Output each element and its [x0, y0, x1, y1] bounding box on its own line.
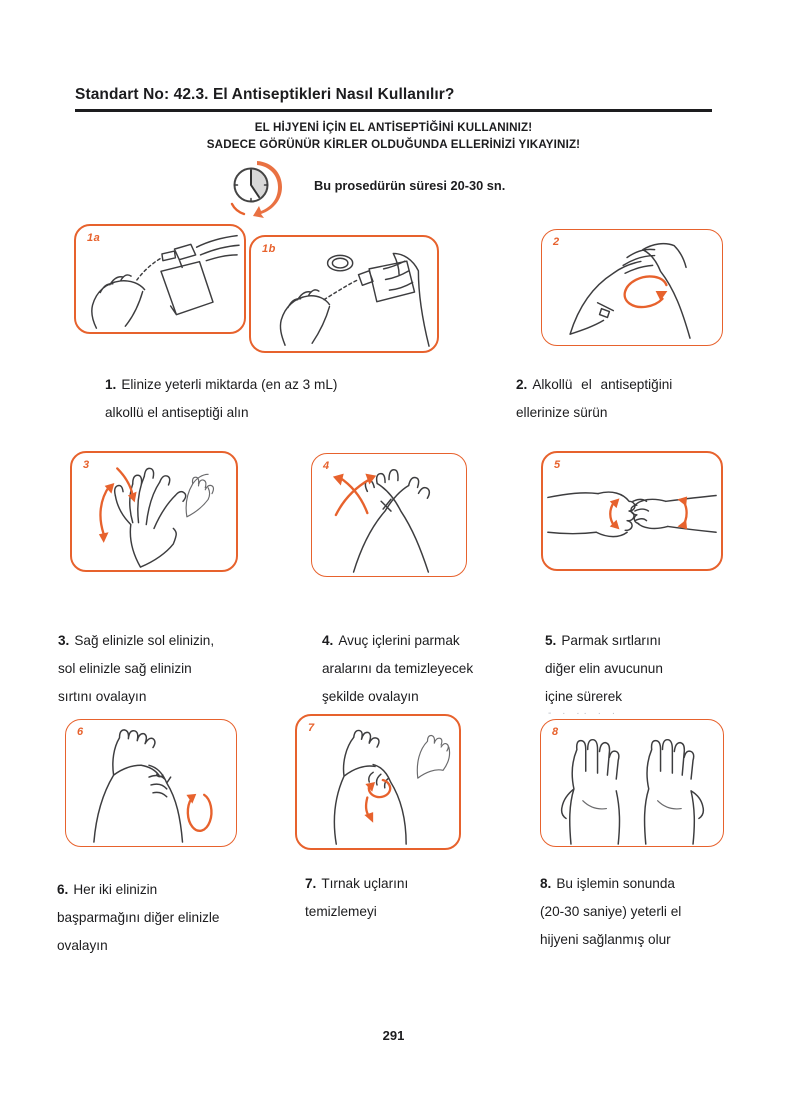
- interlaced-fingers-illustration: [312, 454, 466, 576]
- figure-8: [540, 719, 724, 847]
- step-6-line-1: Her iki elinizin: [73, 882, 158, 897]
- figure-3: [70, 451, 238, 572]
- step-5-line-2: diğer elin avucunun: [545, 661, 663, 676]
- step-6-text: [57, 876, 292, 960]
- step-7-text: [305, 870, 480, 926]
- figure-7: [295, 714, 461, 850]
- step-5-faded-fragment: - · ·· · ·: [548, 708, 620, 719]
- step-3-line-2: sol elinizle sağ elinizin: [58, 661, 192, 676]
- hand-back-rub-illustration: [72, 453, 236, 570]
- thumb-rub-illustration: [66, 720, 236, 846]
- title-underline: [75, 109, 712, 112]
- step-1-text: [105, 371, 475, 427]
- step-5-number: 5.: [545, 633, 557, 648]
- figure-1a-label: 1a: [87, 232, 101, 244]
- step-7-line-1: Tırnak uçlarını: [321, 876, 409, 891]
- figure-2-label: 2: [553, 236, 560, 248]
- step-3-text: [58, 627, 273, 711]
- step-4-line-1: Avuç içlerini parmak: [338, 633, 460, 648]
- step-2-line-1: Alkollü el antiseptiğini: [532, 377, 673, 392]
- step-2-line-2: ellerinize sürün: [516, 405, 608, 420]
- duration-note: Bu prosedürün süresi 20-30 sn.: [314, 178, 506, 193]
- banner-line-2: SADECE GÖRÜNÜR KİRLER OLDUĞUNDA ELLERİNİZİ YIKAYINIZ!: [206, 138, 581, 151]
- figure-5-label: 5: [554, 459, 561, 471]
- step-2-number: 2.: [516, 377, 528, 392]
- step-7-line-2: temizlemeyi: [305, 904, 377, 919]
- figure-6-label: 6: [77, 726, 84, 738]
- figure-5: [541, 451, 723, 571]
- step-3-number: 3.: [58, 633, 70, 648]
- hand-dispenser-illustration: [76, 226, 244, 332]
- figure-4-label: 4: [323, 460, 330, 472]
- step-5-line-1: Parmak sırtlarını: [561, 633, 662, 648]
- figure-7-label: 7: [308, 722, 315, 734]
- figure-2: [541, 229, 723, 346]
- figure-1b: [249, 235, 439, 353]
- step-6-line-3: ovalayın: [57, 938, 108, 953]
- step-8-line-3: hijyeni sağlanmış olur: [540, 932, 671, 947]
- figure-1b-label: 1b: [262, 243, 276, 255]
- page-title: Standart No: 42.3. El Antiseptikleri Nasıl Kullanılır?: [75, 86, 455, 103]
- step-1-line-2: alkollü el antiseptiği alın: [105, 405, 249, 420]
- step-6-line-2: başparmağını diğer elinizle: [57, 910, 220, 925]
- banner-line-1: EL HİJYENİ İÇİN EL ANTİSEPTİĞİNİ KULLANINIZ!: [254, 121, 533, 134]
- step-3-line-1: Sağ elinizle sol elinizin,: [74, 633, 215, 648]
- step-3-line-3: sırtını ovalayın: [58, 689, 147, 704]
- figure-3-label: 3: [83, 459, 90, 471]
- hands-rubbing-illustration: [542, 230, 722, 345]
- step-5-text: [545, 627, 725, 711]
- step-5-line-3: içine sürerek: [545, 689, 623, 704]
- step-4-line-2: aralarını da temizleyecek: [322, 661, 474, 676]
- interlocked-fists-illustration: [543, 453, 721, 569]
- hand-bottle-pour-illustration: [251, 237, 437, 351]
- step-8-line-1: Bu işlemin sonunda: [556, 876, 675, 891]
- step-1-line-1: Elinize yeterli miktarda (en az 3 mL): [121, 377, 338, 392]
- step-1-number: 1.: [105, 377, 117, 392]
- figure-6: [65, 719, 237, 847]
- step-4-number: 4.: [322, 633, 334, 648]
- step-8-number: 8.: [540, 876, 552, 891]
- step-2-text: [516, 371, 712, 427]
- open-palms-illustration: [541, 720, 723, 846]
- figure-4: [311, 453, 467, 577]
- figure-1a: [74, 224, 246, 334]
- step-6-number: 6.: [57, 882, 69, 897]
- step-4-line-3: şekilde ovalayın: [322, 689, 419, 704]
- figure-8-label: 8: [552, 726, 559, 738]
- clock-icon: [224, 158, 290, 220]
- fingertip-rub-illustration: [297, 716, 459, 848]
- step-4-text: [322, 627, 527, 711]
- step-8-line-2: (20-30 saniye) yeterli el: [540, 904, 682, 919]
- step-7-number: 7.: [305, 876, 317, 891]
- step-8-text: [540, 870, 740, 954]
- page-number: 291: [382, 1028, 405, 1043]
